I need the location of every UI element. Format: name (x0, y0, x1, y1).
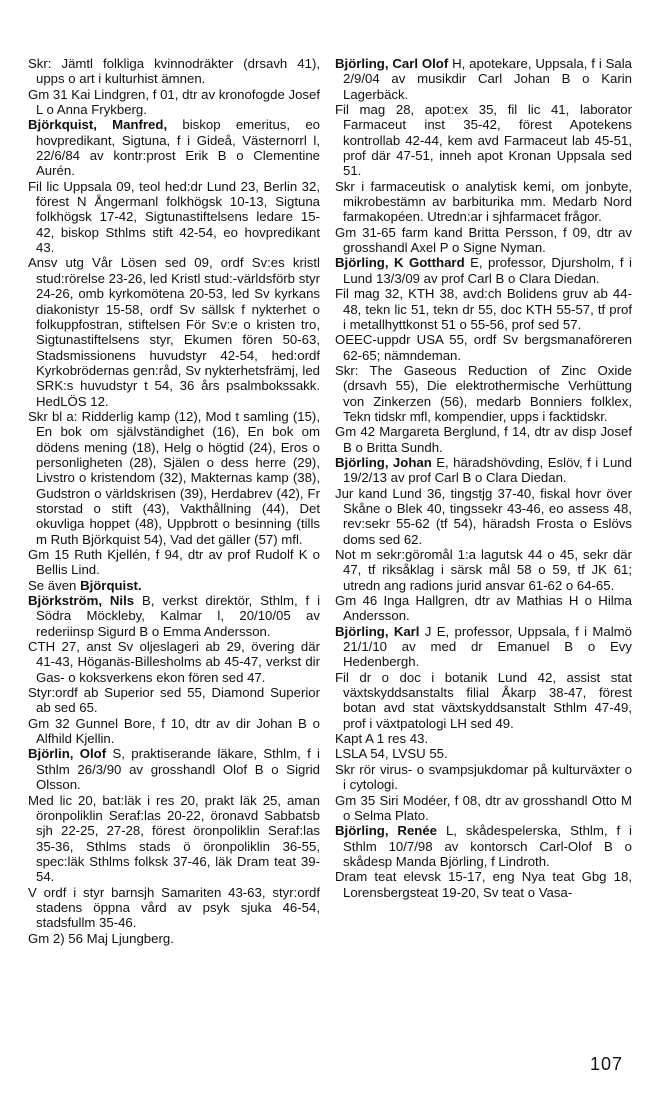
body-paragraph (28, 931, 320, 946)
entry-text: B, verkst direktör, Sthlm, f i Södra Möckleby, Kalmar l, 20/10/05 av rederiinsp Sigurd B o Emma Andersson. (36, 593, 320, 639)
entry-text: biskop emeritus, eo hovpredikant, Sigtuna, f i Gideå, Västernorrl l, 22/6/84 av kontr:prost Erik B o Clementine Aurén. (36, 117, 320, 179)
entry-text: Fil dr o doc i botanik Lund 42, assist stat växtskyddsanstalts filial Åkarp 38-47, förest botan avd stat växtskyddsanstalt Sthlm 47-49, prof i växtpatologi LH sed 49. (335, 669, 632, 731)
body-paragraph (335, 332, 632, 363)
entry-text: Jur kand Lund 36, tingstjg 37-40, fiskal hovr över Skåne o Blek 40, tingssekr 43-46, eo assess 48, rev:sekr 55-62 (tf 54), häradsh Frosta o Eslövs doms sed 62. (335, 485, 632, 547)
cross-reference-name: Björquist. (80, 577, 142, 593)
body-paragraph (335, 547, 632, 593)
entry-paragraph (28, 746, 320, 792)
entry-text: Gm 15 Ruth Kjellén, f 94, dtr av prof Rudolf K o Bellis Lind. (28, 547, 320, 578)
body-paragraph (335, 670, 632, 731)
entry-text: Fil mag 32, KTH 38, avd:ch Bolidens gruv ab 44-48, tekn lic 51, tekn dr 55, doc KTH 55-57, tf prof i metallhyttkonst 51 o 55-56, prof sed 57. (335, 286, 632, 332)
entry-text: Gm 46 Inga Hallgren, dtr av Mathias H o Hilma Andersson. (335, 593, 632, 624)
entry-text: S, praktiserande läkare, Sthlm, f i Sthlm 26/3/90 av grosshandl Olof B o Sigrid Olsson. (36, 746, 320, 793)
entry-paragraph (335, 56, 632, 102)
entry-paragraph (335, 823, 632, 869)
entry-text: Skr bl a: Ridderlig kamp (12), Mod t samling (15), En bok om självständighet (16), En bok om dödens mening (18), Helg o högtid (24), Eros o personligheten (28), Själen o dess herre (29), Livstro o kristendom (32), Makternas kamp (38), Gudstron o världskrisen (39), Herdabrev (42), Fr storstad o stift (43), Vakthållning (44), Det okuvliga hoppet (48), Uppbrott o besinning (tills m Ruth Björkquist 54), Vad det gäller (57) mfl. (28, 408, 320, 547)
entry-text: H, apotekare, Uppsala, f i Sala 2/9/04 av musikdir Carl Johan B o Karin Lagerbäck. (343, 56, 633, 102)
right-column (335, 56, 632, 900)
entry-text: Skr i farmaceutisk o analytisk kemi, om jonbyte, mikrobestämn av barbiturika mm. Medarb Nord farmakopéen. Utredn:ar i sjhfarmacet frågor. (335, 178, 632, 225)
left-column (28, 56, 320, 946)
body-paragraph (335, 593, 632, 624)
entry-text: Gm 42 Margareta Berglund, f 14, dtr av disp Josef B o Britta Sundh. (335, 424, 632, 455)
body-paragraph (335, 762, 632, 793)
body-paragraph (335, 363, 632, 424)
entry-name: Björling, Renée (335, 823, 438, 839)
body-paragraph (335, 225, 632, 256)
entry-paragraph (335, 455, 632, 486)
entry-text: Skr rör virus- o svampsjukdomar på kulturväxter o i cytologi. (335, 761, 632, 793)
entry-text: Gm 32 Gunnel Bore, f 10, dtr av dir Johan B o Alfhild Kjellin. (28, 715, 320, 747)
body-paragraph (28, 87, 320, 118)
entry-paragraph (335, 624, 632, 670)
entry-name: Björling, K Gotthard (335, 255, 465, 271)
body-paragraph (28, 179, 320, 256)
body-paragraph (28, 793, 320, 885)
body-paragraph (28, 56, 320, 87)
entry-text: OEEC-uppdr USA 55, ordf Sv bergsmanaföreren 62-65; nämndeman. (335, 332, 632, 363)
entry-text: Styr:ordf ab Superior sed 55, Diamond Superior ab sed 65. (28, 685, 320, 716)
entry-name: Björkquist, Manfred, (28, 117, 168, 133)
entry-text: Gm 2) 56 Maj Ljungberg. (28, 930, 174, 946)
entry-text: Gm 35 Siri Modéer, f 08, dtr av grosshandl Otto M o Selma Plato. (335, 792, 632, 823)
body-paragraph (335, 793, 632, 824)
entry-text: Skr: The Gaseous Reduction of Zinc Oxide (drsavh 55), Die elektrothermische Verhüttung von Zinkerzen (56), medarb Bonniers folklex, Tekn tidskr mfl, kompendier, upps i facktidskr. (335, 362, 632, 424)
entry-paragraph (28, 593, 320, 639)
entry-text: V ordf i styr barnsjh Samariten 43-63, styr:ordf stadens öppna vård av psyk sjuka 46-54, stadsfullm 35-46. (28, 884, 320, 931)
body-paragraph (335, 486, 632, 547)
entry-text: LSLA 54, LVSU 55. (335, 746, 448, 762)
body-paragraph (335, 179, 632, 225)
body-paragraph (28, 578, 320, 593)
entry-paragraph (28, 117, 320, 178)
entry-name: Björling, Karl (335, 623, 420, 639)
body-paragraph (335, 731, 632, 746)
entry-text: CTH 27, anst Sv oljeslageri ab 29, övering där 41-43, Höganäs-Billesholms ab 45-47, verkst dir Gas- o koksverkens ekon fören sed 47. (28, 639, 320, 685)
body-paragraph (28, 255, 320, 408)
body-paragraph (28, 716, 320, 747)
entry-text: Kapt A 1 res 43. (335, 731, 429, 747)
body-paragraph (335, 746, 632, 761)
body-paragraph (28, 547, 320, 578)
body-paragraph (28, 639, 320, 685)
entry-text: Gm 31 Kai Lindgren, f 01, dtr av kronofogde Josef L o Anna Frykberg. (28, 86, 320, 118)
entry-text: L, skådespelerska, Sthlm, f i Sthlm 10/7/98 av kontorsch Carl-Olof B o skådesp Manda Björling, f Lindroth. (343, 823, 632, 869)
entry-text: J E, professor, Uppsala, f i Malmö 21/1/10 av med dr Emanuel B o Evy Hedenbergh. (343, 623, 632, 670)
body-paragraph (335, 102, 632, 179)
page-number: 107 (590, 1054, 624, 1074)
body-paragraph (28, 885, 320, 931)
body-paragraph (335, 286, 632, 332)
body-paragraph (335, 869, 632, 900)
entry-text: Not m sekr:göromål 1:a lagutsk 44 o 45, sekr där 47, tf riksåklag i särsk mål 58 o 59, tf JK 61; utredn ang radions jurid ansvar 61-62 o 64-65. (335, 547, 632, 593)
entry-name: Björkström, Nils (28, 593, 135, 609)
body-paragraph (28, 409, 320, 547)
entry-text: Ansv utg Vår Lösen sed 09, ordf Sv:es kristl stud:rörelse 23-26, led Kristl stud:-världsförb styr 24-26, omb kyrkomötena 20-53, led Sv kyrkans diakonistyr 15-58, ordf Sv sällsk f nykterhet o folkuppfostran, stiftelsen För Sv:e o kristen tro, Sigtunastiftelsens styr, Ekumen fören 50-63, Stadsmissionens huvudstyr 42-54, hed:ordf Kyrkobrödernas gen:råd, Sv nykterhetsfrämj, led SRK:s huvudstyr t 54, 36 års psalmbokssakk. HedLÖS 12. (28, 255, 320, 409)
entry-name: Björlin, Olof (28, 746, 107, 762)
entry-name: Björling, Johan (335, 454, 432, 470)
entry-text: E, häradshövding, Eslöv, f i Lund 19/2/13 av prof Carl B o Clara Diedan. (343, 454, 632, 486)
entry-name: Björling, Carl Olof (335, 56, 449, 71)
body-paragraph (28, 685, 320, 716)
entry-text: Gm 31-65 farm kand Britta Persson, f 09, dtr av grosshandl Axel P o Signe Nyman. (335, 224, 632, 256)
entry-text: Fil lic Uppsala 09, teol hed:dr Lund 23, Berlin 32, förest N Ångermanl folkhögsk 10-13, Sigtuna folkhögsk 17-42, Sigtunastiftelsens ledare 15-42, biskop Sthlms stift 42-54, eo hovpredikant 43. (28, 178, 320, 256)
entry-text: Se även (28, 577, 81, 593)
entry-paragraph (335, 255, 632, 286)
entry-text: Skr: Jämtl folkliga kvinnodräkter (drsavh 41), upps o art i kulturhist ämnen. (28, 56, 320, 87)
entry-text: Dram teat elevsk 15-17, eng Nya teat Gbg 18, Lorensbergsteat 19-20, Sv teat o Vasa- (335, 869, 632, 900)
entry-text: E, professor, Djursholm, f i Lund 13/3/09 av prof Carl B o Clara Diedan. (343, 255, 632, 286)
entry-text: Fil mag 28, apot:ex 35, fil lic 41, laborator Farmaceut inst 35-42, förest Apotekens kontrollab 42-44, kem avd Farmaceut lab 45-51, prof där 47-51, inneh apot Kronan Uppsala sed 51. (335, 102, 632, 179)
entry-text: Med lic 20, bat:läk i res 20, prakt läk 25, aman öronpoliklin Seraf:las 20-22, öronavd Sabbatsb sjh 22-25, 27-28, förest öronpoliklin Seraf:las 35-36, Sthlms stads ö öronpoliklin 36-55, spec:läk Sthlms folksk 37-46, läk Dram teat 39-54. (28, 792, 320, 885)
body-paragraph (335, 424, 632, 455)
